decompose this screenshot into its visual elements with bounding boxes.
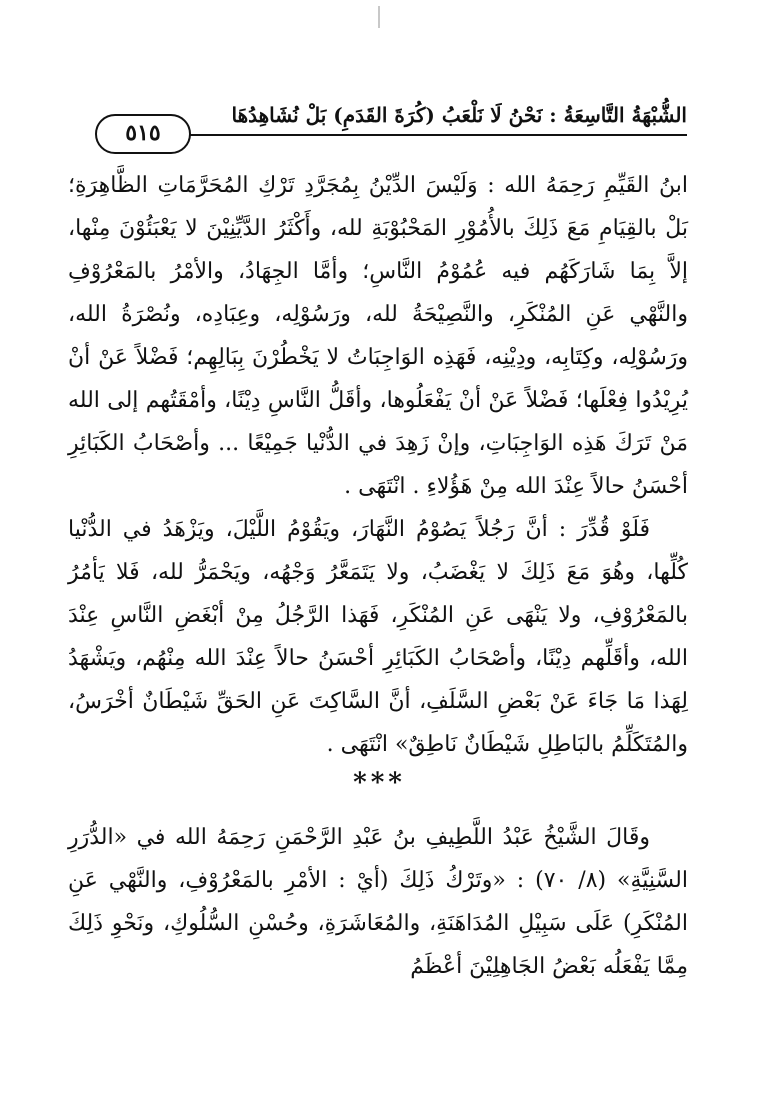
scan-mark [378,6,380,28]
page-number: ٥١٥ [95,114,191,154]
paragraph-3 [68,816,688,988]
paragraph-2-text: فَلَوْ قُدِّرَ : أنَّ رَجُلاً يَصُوْمُ النَّهَارَ، ويَقُوْمُ اللَّيْلَ، ويَزْهَدُ في الدُّنْيا كُلِّها، وهُوَ مَعَ ذَلِكَ لا يَغْضَبُ، ولا يَتَمَعَّرُ وَجْهُه، ويَحْمَرُّ لله، فَلا يَأمُرُ بالمَعْرُوْفِ، ولا يَنْهَى عَنِ المُنْكَرِ، فَهَذا الرَّجُلُ مِنْ أبْغَضِ النَّاسِ عِنْدَ الله، وأقَلِّهم دِيْنًا، وأصْحَابُ الكَبَائِرِ أحْسَنُ حالاً عِنْدَ الله مِنْهُم، ويَشْهَدُ لِهَذا مَا جَاءَ عَنْ بَعْضِ السَّلَفِ، أنَّ السَّاكِتَ عَنِ الحَقِّ شَيْطَانٌ أخْرَسُ، والمُتَكَلِّمُ بالبَاطِلِ شَيْطَانٌ نَاطِقٌ» انْتَهَى . [68,517,688,757]
paragraph-3-text: وقَالَ الشَّيْخُ عَبْدُ اللَّطِيفِ بنُ عَبْدِ الرَّحْمَنِ رَحِمَهُ الله في «الدُّرَرِ السَّنِيَّةِ» (٨/ ٧٠) : «وتَرْكُ ذَلِكَ (أيْ : الأمْرِ بالمَعْرُوْفِ، والنَّهْي عَنِ المُنْكَرِ) عَلَى سَبِيْلِ المُدَاهَنَةِ، والمُعَاشَرَةِ، وحُسْنِ السُّلُوكِ، ونَحْوِ ذَلِكَ مِمَّا يَفْعَلُه بَعْضُ الجَاهِلِيْنَ أعْظَمُ [68,825,688,979]
paragraph-1 [68,164,688,508]
page-header [95,100,687,158]
header-title: الشُّبْهَةُ التَّاسِعَةُ : نَحْنُ لَا نَلْعَبُ (كُرَةَ القَدَمِ) بَلْ نُشَاهِدُهَا [231,103,687,127]
paragraph-1-text: ابنُ القَيِّمِ رَحِمَهُ الله : وَلَيْسَ الدِّيْنُ بِمُجَرَّدِ تَرْكِ المُحَرَّمَاتِ الظَّاهِرَةِ؛ بَلْ بالقِيَامِ مَعَ ذَلِكَ بالأُمُوْرِ المَحْبُوْبَةِ لله، وأَكْثَرُ الدَّيِّنِيْنَ لا يَعْبَئُوْنَ مِنْها، إلاَّ بِمَا شَارَكَهُم فيه عُمُوْمُ النَّاسِ؛ وأمَّا الجِهَادُ، والأمْرُ بالمَعْرُوْفِ والنَّهْي عَنِ المُنْكَرِ، والنَّصِيْحَةُ لله، ورَسُوْلِه، وعِبَادِه، ونُصْرَةُ الله، ورَسُوْلِه، وكِتَابِه، ودِيْنِه، فَهَذِه الوَاجِبَاتُ لا يَخْطُرْنَ بِبَالِهِم؛ فَضْلاً عَنْ أنْ يُرِيْدُوا فِعْلَها؛ فَضْلاً عَنْ أنْ يَفْعَلُوها، وأقَلُّ النَّاسِ دِيْنًا، وأمْقَتُهم إلى الله مَنْ تَرَكَ هَذِه الوَاجِبَاتِ، وإنْ زَهِدَ في الدُّنْيا جَمِيْعًا ... وأصْحَابُ الكَبَائِرِ أحْسَنُ حالاً عِنْدَ الله مِنْ هَؤُلاءِ . انْتَهَى . [68,173,688,499]
paragraph-2 [68,508,688,766]
header-rule [155,134,687,136]
section-separator: *** [353,768,406,798]
